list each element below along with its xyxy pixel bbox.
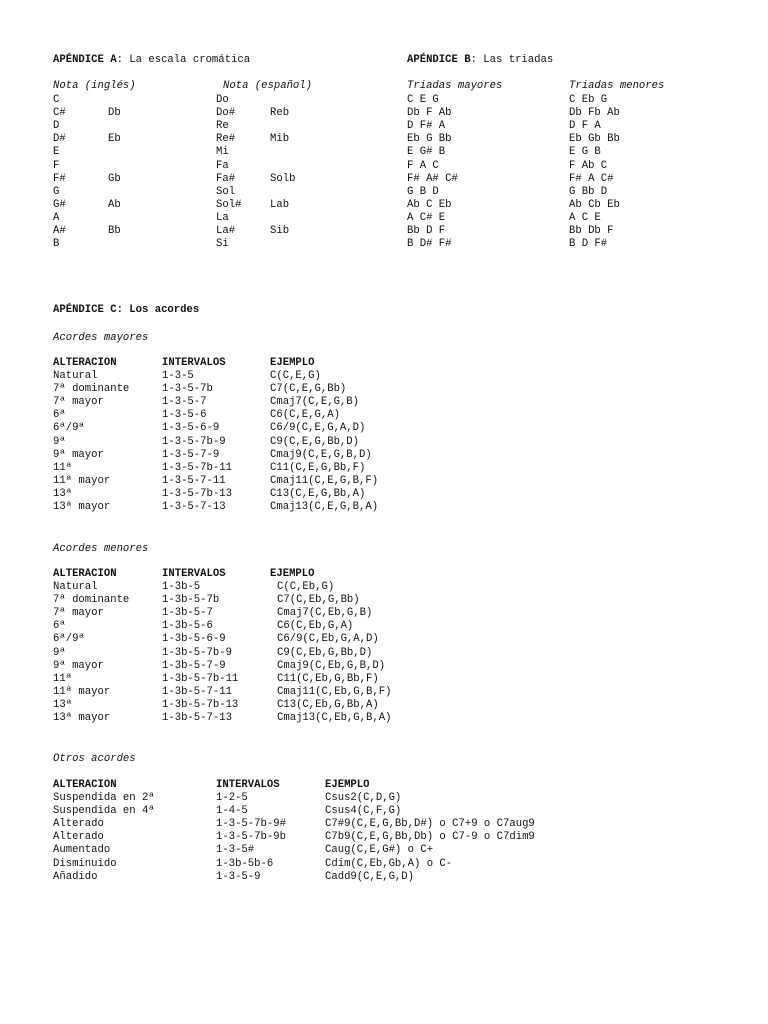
chord-intervalos: 1-2-5 xyxy=(216,792,248,804)
chord-ejemplo: Cadd9(C,E,G,D) xyxy=(325,870,415,883)
chord-alteracion: 7ª mayor xyxy=(53,396,104,409)
chord-alteracion: Disminuido xyxy=(53,857,117,870)
triad-major: E G# B xyxy=(407,146,446,159)
chord-intervalos: 1-3b-5-7b-9 xyxy=(162,646,232,659)
chord-ejemplo: C6/9(C,Eb,G,A,D) xyxy=(277,633,379,646)
chord-ejemplo: C(C,Eb,G) xyxy=(277,581,335,593)
triad-major: B D# F# xyxy=(407,238,452,251)
chord-alteracion: 11ª mayor xyxy=(53,685,111,698)
triad-minor: G Bb D xyxy=(569,185,608,198)
note-english: B xyxy=(53,238,60,251)
chord-alteracion: 6ª xyxy=(53,620,66,633)
appendix-a-title-label: APÉNDICE A xyxy=(53,54,117,66)
minor-col-intervalos: INTERVALOS xyxy=(162,568,226,580)
triad-major: A C# E xyxy=(407,211,446,224)
triads-header-major: Triadas mayores xyxy=(407,80,503,92)
chord-intervalos: 1-3b-5b-6 xyxy=(216,857,274,870)
chord-ejemplo: C11(C,Eb,G,Bb,F) xyxy=(277,672,379,685)
chord-alteracion: 9ª xyxy=(53,435,66,448)
major-col-intervalos: INTERVALOS xyxy=(162,357,226,369)
appendix-a-title xyxy=(53,54,250,66)
triad-major: D F# A xyxy=(407,120,446,133)
chord-ejemplo: Csus4(C,F,G) xyxy=(325,805,402,818)
chord-ejemplo: C11(C,E,G,Bb,F) xyxy=(270,461,366,474)
triad-major: F# A# C# xyxy=(407,172,458,185)
other-col-ejemplo: EJEMPLO xyxy=(325,779,370,791)
chord-alteracion: 11ª mayor xyxy=(53,474,111,487)
chord-intervalos: 1-3-5-7b-9b xyxy=(216,831,286,844)
triad-minor: Db Fb Ab xyxy=(569,107,620,120)
appendix-c-title: APÉNDICE C: Los acordes xyxy=(53,304,200,316)
chord-alteracion: Suspendida en 2ª xyxy=(53,792,155,804)
chord-alteracion: Alterado xyxy=(53,831,104,844)
other-col-intervalos: INTERVALOS xyxy=(216,779,280,791)
chord-intervalos: 1-3b-5-7-9 xyxy=(162,659,226,672)
chord-intervalos: 1-3-5-7b-13 xyxy=(162,487,232,500)
triad-major: Db F Ab xyxy=(407,107,452,120)
chord-intervalos: 1-3-5-7b xyxy=(162,383,213,396)
minor-chords-table xyxy=(53,581,453,727)
chord-ejemplo: Cmaj7(C,Eb,G,B) xyxy=(277,607,373,620)
triad-major: Ab C Eb xyxy=(407,198,452,211)
note-spanish-enharmonic: Sib xyxy=(270,225,290,237)
chord-ejemplo: Caug(C,E,G#) o C+ xyxy=(325,844,434,857)
triad-minor: Ab Cb Eb xyxy=(569,198,620,211)
other-chords-table xyxy=(53,792,613,887)
chord-alteracion: Añadido xyxy=(53,870,98,883)
note-spanish: Do# xyxy=(216,107,236,120)
note-english: D xyxy=(53,120,60,133)
note-english: G xyxy=(53,185,60,198)
note-english-enharmonic: Gb xyxy=(108,172,121,185)
chord-alteracion: 11ª xyxy=(53,672,73,685)
appendix-b-title-label: APÉNDICE B xyxy=(407,54,471,66)
note-spanish: Sol# xyxy=(216,198,242,211)
chord-intervalos: 1-3b-5-7-11 xyxy=(162,685,232,698)
chord-intervalos: 1-3-5-7-9 xyxy=(162,448,220,461)
triad-minor: B D F# xyxy=(569,238,608,251)
triads-header-minor: Triadas menores xyxy=(569,80,665,92)
chord-ejemplo: Cdim(C,Eb,Gb,A) o C- xyxy=(325,857,453,870)
note-english: A xyxy=(53,211,60,224)
chord-intervalos: 1-3-5-6-9 xyxy=(162,422,220,435)
triad-minor: Eb Gb Bb xyxy=(569,133,620,146)
chord-ejemplo: C7b9(C,E,G,Bb,Db) o C7-9 o C7dim9 xyxy=(325,831,535,844)
chord-intervalos: 1-3-5-7-11 xyxy=(162,474,226,487)
chord-intervalos: 1-3b-5-7b-13 xyxy=(162,698,239,711)
chord-intervalos: 1-3-5-6 xyxy=(162,409,207,422)
triad-minor: Bb Db F xyxy=(569,225,614,237)
triad-minor: A C E xyxy=(569,211,601,224)
chord-alteracion: 7ª dominante xyxy=(53,594,130,607)
triad-major: G B D xyxy=(407,185,439,198)
chord-ejemplo: C13(C,E,G,Bb,A) xyxy=(270,487,366,500)
minor-chords-subtitle: Acordes menores xyxy=(53,543,149,555)
chord-ejemplo: C(C,E,G) xyxy=(270,370,321,382)
chord-alteracion: 9ª xyxy=(53,646,66,659)
chord-intervalos: 1-3-5-7b-11 xyxy=(162,461,232,474)
note-spanish: Mi xyxy=(216,146,229,159)
minor-col-ejemplo: EJEMPLO xyxy=(270,568,315,580)
triad-major: Eb G Bb xyxy=(407,133,452,146)
chord-alteracion: 13ª mayor xyxy=(53,712,111,724)
note-spanish: Si xyxy=(216,238,229,251)
note-english: E xyxy=(53,146,60,159)
chord-intervalos: 1-3-5-9 xyxy=(216,870,261,883)
chord-intervalos: 1-3-5-7-13 xyxy=(162,501,226,513)
major-col-ejemplo: EJEMPLO xyxy=(270,357,315,369)
major-col-alteracion: ALTERACION xyxy=(53,357,117,369)
chord-ejemplo: Cmaj9(C,E,G,B,D) xyxy=(270,448,372,461)
note-spanish-enharmonic: Reb xyxy=(270,107,290,120)
chord-intervalos: 1-3-5-7b-9 xyxy=(162,435,226,448)
note-spanish: La# xyxy=(216,225,236,237)
note-english: F xyxy=(53,159,60,172)
note-english: G# xyxy=(53,198,66,211)
triad-minor: C Eb G xyxy=(569,94,608,106)
chord-alteracion: Alterado xyxy=(53,818,104,831)
note-spanish-enharmonic: Lab xyxy=(270,198,290,211)
chord-ejemplo: Cmaj13(C,E,G,B,A) xyxy=(270,501,379,513)
chord-alteracion: Natural xyxy=(53,581,98,593)
note-english: D# xyxy=(53,133,66,146)
chord-ejemplo: Cmaj11(C,Eb,G,B,F) xyxy=(277,685,392,698)
note-english-enharmonic: Bb xyxy=(108,225,121,237)
chord-alteracion: Suspendida en 4ª xyxy=(53,805,155,818)
chord-ejemplo: C7(C,Eb,G,Bb) xyxy=(277,594,360,607)
chromatic-header-english: Nota (inglés) xyxy=(53,80,136,92)
triad-minor: F# A C# xyxy=(569,172,614,185)
chord-ejemplo: Cmaj9(C,Eb,G,B,D) xyxy=(277,659,386,672)
chord-ejemplo: C7#9(C,E,G,Bb,D#) o C7+9 o C7aug9 xyxy=(325,818,535,831)
note-english-enharmonic: Db xyxy=(108,107,121,120)
chord-alteracion: 13ª xyxy=(53,698,73,711)
triads-table xyxy=(407,94,707,254)
chord-intervalos: 1-3-5-7b-9# xyxy=(216,818,286,831)
triad-minor: E G B xyxy=(569,146,601,159)
minor-col-alteracion: ALTERACION xyxy=(53,568,117,580)
chord-intervalos: 1-3-5-7 xyxy=(162,396,207,409)
note-spanish: La xyxy=(216,211,229,224)
chord-alteracion: 6ª xyxy=(53,409,66,422)
chord-intervalos: 1-3b-5 xyxy=(162,581,201,593)
other-chords-subtitle: Otros acordes xyxy=(53,753,136,765)
note-english-enharmonic: Eb xyxy=(108,133,121,146)
chord-alteracion: 9ª mayor xyxy=(53,448,104,461)
triad-minor: F Ab C xyxy=(569,159,608,172)
chord-ejemplo: C7(C,E,G,Bb) xyxy=(270,383,347,396)
triad-major: C E G xyxy=(407,94,439,106)
chord-alteracion: Aumentado xyxy=(53,844,111,857)
chord-intervalos: 1-3-5 xyxy=(162,370,194,382)
note-english-enharmonic: Ab xyxy=(108,198,121,211)
major-chords-table xyxy=(53,370,453,516)
chord-alteracion: 9ª mayor xyxy=(53,659,104,672)
chord-ejemplo: Cmaj11(C,E,G,B,F) xyxy=(270,474,379,487)
chord-alteracion: 7ª mayor xyxy=(53,607,104,620)
chord-ejemplo: C13(C,Eb,G,Bb,A) xyxy=(277,698,379,711)
chord-ejemplo: Cmaj7(C,E,G,B) xyxy=(270,396,360,409)
chord-alteracion: 13ª xyxy=(53,487,73,500)
chromatic-header-spanish: Nota (español) xyxy=(223,80,313,92)
appendix-b-title xyxy=(407,54,553,66)
chord-alteracion: Natural xyxy=(53,370,98,382)
chord-ejemplo: C6(C,E,G,A) xyxy=(270,409,340,422)
chord-intervalos: 1-3b-5-6-9 xyxy=(162,633,226,646)
triad-minor: D F A xyxy=(569,120,601,133)
note-english: F# xyxy=(53,172,66,185)
chord-intervalos: 1-3b-5-7-13 xyxy=(162,712,232,724)
note-english: C xyxy=(53,94,60,106)
chord-ejemplo: C6(C,Eb,G,A) xyxy=(277,620,354,633)
note-english: C# xyxy=(53,107,66,120)
triad-major: F A C xyxy=(407,159,439,172)
note-english: A# xyxy=(53,225,66,237)
chord-alteracion: 6ª/9ª xyxy=(53,422,85,435)
note-spanish: Re# xyxy=(216,133,236,146)
chord-ejemplo: Cmaj13(C,Eb,G,B,A) xyxy=(277,712,392,724)
note-spanish: Fa xyxy=(216,159,229,172)
appendix-a-title-text: : La escala cromática xyxy=(116,54,251,66)
chord-intervalos: 1-3-5# xyxy=(216,844,255,857)
note-spanish: Sol xyxy=(216,185,236,198)
chord-alteracion: 7ª dominante xyxy=(53,383,130,396)
chord-alteracion: 11ª xyxy=(53,461,73,474)
note-spanish: Fa# xyxy=(216,172,236,185)
other-col-alteracion: ALTERACION xyxy=(53,779,117,791)
chord-intervalos: 1-4-5 xyxy=(216,805,248,818)
chord-ejemplo: C6/9(C,E,G,A,D) xyxy=(270,422,366,435)
chord-ejemplo: C9(C,E,G,Bb,D) xyxy=(270,435,360,448)
appendix-b-title-text: : Las triadas xyxy=(470,54,554,66)
major-chords-subtitle: Acordes mayores xyxy=(53,332,149,344)
note-spanish-enharmonic: Solb xyxy=(270,172,296,185)
chord-alteracion: 13ª mayor xyxy=(53,501,111,513)
chord-alteracion: 6ª/9ª xyxy=(53,633,85,646)
note-spanish: Do xyxy=(216,94,229,106)
chord-ejemplo: C9(C,Eb,G,Bb,D) xyxy=(277,646,373,659)
chromatic-scale-table xyxy=(53,94,353,254)
chord-intervalos: 1-3b-5-7 xyxy=(162,607,213,620)
chord-intervalos: 1-3b-5-6 xyxy=(162,620,213,633)
chord-ejemplo: Csus2(C,D,G) xyxy=(325,792,402,804)
triad-major: Bb D F xyxy=(407,225,446,237)
chord-intervalos: 1-3b-5-7b-11 xyxy=(162,672,239,685)
chord-intervalos: 1-3b-5-7b xyxy=(162,594,220,607)
note-spanish: Re xyxy=(216,120,229,133)
note-spanish-enharmonic: Mib xyxy=(270,133,290,146)
